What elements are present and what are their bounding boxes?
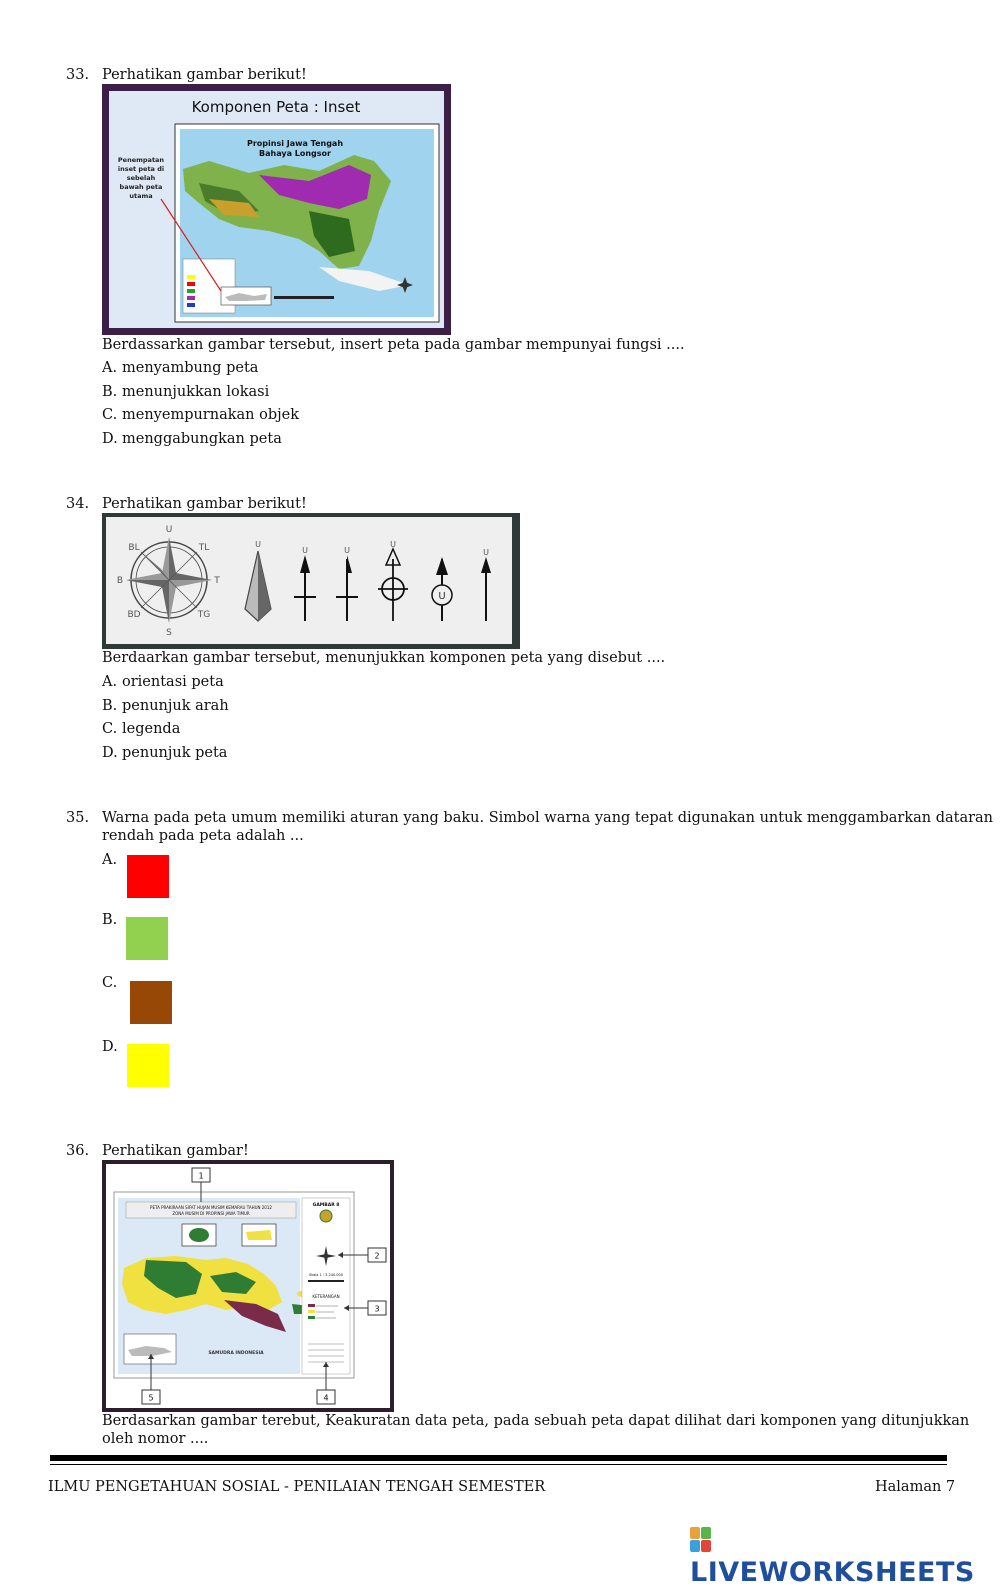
map-sea-label: SAMUDRA INDONESIA [208,1351,264,1356]
liveworksheets-logo-text: LIVEWORKSHEETS [690,1557,975,1588]
compass-label-tg: TG [197,610,211,620]
option-letter: A. [102,674,118,690]
question-33-option-c[interactable] [102,407,299,423]
question-36-stem-line-2: oleh nomor .... [102,1431,209,1447]
inset-figure-title: Komponen Peta : Inset [191,98,361,116]
question-35-option-c-letter[interactable]: C. [102,975,118,991]
inset-callout-line-3: sebelah [126,174,156,182]
question-35-option-a-letter[interactable]: A. [102,852,118,868]
question-33-number: 33. [66,67,90,83]
callout-4-label: 4 [323,1393,329,1403]
map-gambar-label: GAMBAR 8 [312,1203,340,1208]
color-swatch-brown[interactable] [130,981,172,1024]
compass-label-t: T [214,576,220,586]
rainfall-map-image [106,1164,390,1408]
inset-map-image [109,91,444,328]
compass-figure [102,513,520,649]
question-34-option-a[interactable] [102,674,224,690]
inset-callout-line-1: Penempatan [117,156,165,164]
question-34-stem: Berdaarkan gambar tersebut, menunjukkan komponen peta yang disebut .... [102,650,666,666]
footer-rule-thick [50,1455,947,1461]
arrow-6-label: U [483,548,489,557]
color-swatch-light-green[interactable] [126,917,168,960]
option-text: orientasi peta [122,674,224,690]
compass-label-b: B [116,576,124,586]
question-34-option-c[interactable] [102,721,180,737]
compass-label-bd: BD [127,610,141,620]
callout-5-label: 5 [148,1393,154,1403]
color-swatch-red[interactable] [127,855,169,898]
footer-rule-thin [50,1464,947,1465]
option-text: legenda [122,721,181,737]
inset-callout-line-4: bawah peta [119,183,163,191]
question-33-option-b[interactable] [102,384,269,400]
arrow-3-label: U [344,546,350,555]
rainfall-map-figure [102,1160,394,1412]
liveworksheets-logo[interactable] [690,1526,1000,1588]
arrow-1-label: U [255,540,261,549]
question-36-prompt: Perhatikan gambar! [102,1143,249,1159]
option-text: menyempurnakan objek [122,407,299,423]
compass-label-u: U [165,525,173,535]
option-letter: A. [102,360,118,376]
map-header-line-1: PETA PRAKIRAAN SIFAT HUJAN MUSIM KEMARAU TAHUN 2012 [150,1205,272,1210]
question-35-option-d-letter[interactable]: D. [102,1039,118,1055]
question-36-stem-line-1: Berdasarkan gambar terebut, Keakuratan data peta, pada sebuah peta dapat dilihat dari komponen yang ditunjukkan [102,1413,970,1429]
question-35-number: 35. [66,810,90,826]
option-text: menunjukkan lokasi [122,384,270,400]
option-letter: D. [102,745,118,761]
option-letter: B. [102,698,118,714]
inset-callout-line-5: utama [129,192,153,200]
option-letter: B. [102,384,118,400]
option-letter: D. [102,431,118,447]
question-35-option-b-letter[interactable]: B. [102,912,118,928]
color-swatch-yellow[interactable] [127,1044,169,1087]
arrow-4-label: U [390,540,396,549]
question-34-option-d[interactable] [102,745,227,761]
option-text: menggabungkan peta [122,431,282,447]
map-scale-text: Skala 1 : 3.240.000 [308,1273,344,1277]
question-35-prompt-line-2: rendah pada peta adalah ... [102,828,304,844]
question-33-option-a[interactable] [102,360,258,376]
callout-2-label: 2 [374,1251,380,1261]
question-34-number: 34. [66,496,90,512]
footer-page-number: Halaman 7 [875,1479,956,1495]
question-36-number: 36. [66,1143,90,1159]
inset-map-title-1: Propinsi Jawa Tengah [246,139,344,148]
question-35-prompt-line-1: Warna pada peta umum memiliki aturan yang baku. Simbol warna yang tepat digunakan untuk menggambarkan dataran [102,810,994,826]
north-arrows-image [106,517,512,644]
arrow-2-label: U [302,546,308,555]
liveworksheets-logo-icon [690,1527,712,1553]
inset-callout-line-2: inset peta di [117,165,165,173]
callout-1-label: 1 [198,1171,204,1181]
question-34-prompt: Perhatikan gambar berikut! [102,496,307,512]
footer-left-text: ILMU PENGETAHUAN SOSIAL - PENILAIAN TENGAH SEMESTER [48,1479,546,1495]
option-text: penunjuk peta [122,745,228,761]
option-letter: C. [102,721,118,737]
map-legend-title: KETERANGAN [312,1294,340,1299]
inset-map-figure [102,84,451,335]
question-33-prompt: Perhatikan gambar berikut! [102,67,307,83]
option-text: penunjuk arah [122,698,229,714]
option-letter: C. [102,407,118,423]
arrow-5-circle-label: U [438,591,446,602]
callout-3-label: 3 [374,1304,380,1314]
inset-map-title-2: Bahaya Longsor [259,149,331,158]
compass-label-bl: BL [128,543,140,553]
map-header-line-2: ZONA MUSIM DI PROPINSI JAWA TIMUR [172,1211,250,1216]
compass-label-tl: TL [198,543,210,553]
question-34-option-b[interactable] [102,698,229,714]
question-33-stem: Berdassarkan gambar tersebut, insert peta pada gambar mempunyai fungsi .... [102,337,685,353]
compass-label-s: S [166,628,172,638]
question-33-option-d[interactable] [102,431,282,447]
option-text: menyambung peta [122,360,259,376]
